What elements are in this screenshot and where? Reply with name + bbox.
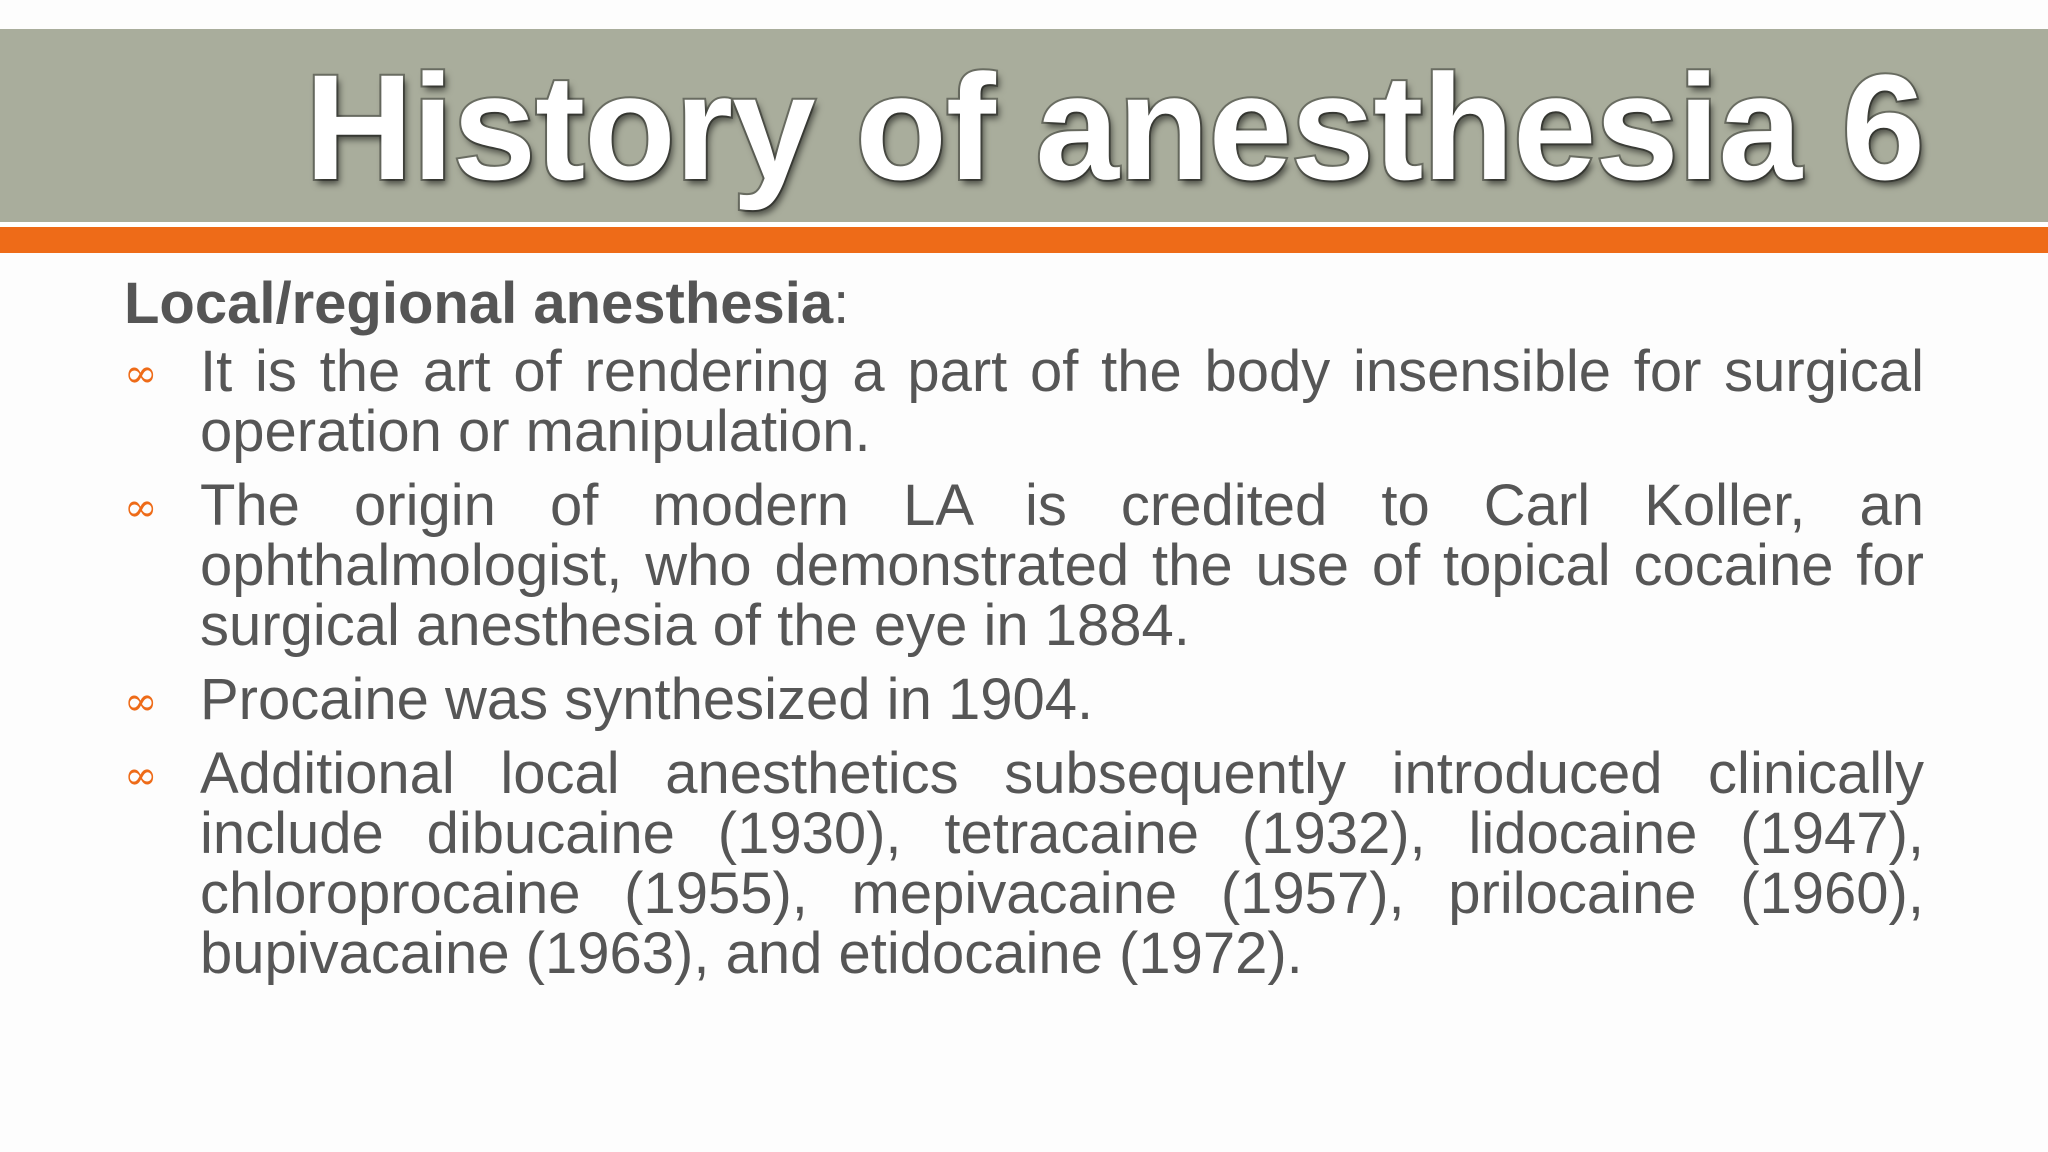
bullet-text: Procaine was synthesized in 1904. bbox=[200, 667, 1094, 732]
slide-title: History of anesthesia 6 bbox=[304, 43, 1924, 211]
curl-bullet-icon bbox=[124, 750, 157, 802]
curl-bullet-icon bbox=[124, 482, 157, 534]
bullet-item bbox=[124, 667, 1924, 732]
bullet-list bbox=[124, 339, 1924, 986]
section-heading-text: Local/regional anesthesia bbox=[124, 271, 834, 336]
bullet-item bbox=[124, 741, 1924, 986]
section-heading-colon: : bbox=[833, 271, 850, 336]
bullet-text: The origin of modern LA is credited to Carl Koller, an ophthalmologist, who demonstrated the use of topical cocaine for surgical anesthesia of the eye in 1884. bbox=[200, 473, 1924, 658]
title-divider-accent bbox=[0, 227, 2048, 253]
bullet-item bbox=[124, 473, 1924, 658]
curl-bullet-icon bbox=[124, 348, 157, 400]
bullet-text: It is the art of rendering a part of the body insensible for surgical operation or manipulation. bbox=[200, 339, 1924, 464]
bullet-item bbox=[124, 339, 1924, 464]
bullet-text: Additional local anesthetics subsequently introduced clinically include dibucaine (1930), tetracaine (1932), lidocaine (1947), chloroprocaine (1955), mepivacaine (1957), prilocaine (1960), bupivacaine (1963), and etidocaine (1972). bbox=[200, 741, 1924, 986]
curl-bullet-icon bbox=[124, 676, 157, 728]
slide-body bbox=[124, 270, 1924, 998]
section-heading bbox=[124, 270, 1924, 338]
